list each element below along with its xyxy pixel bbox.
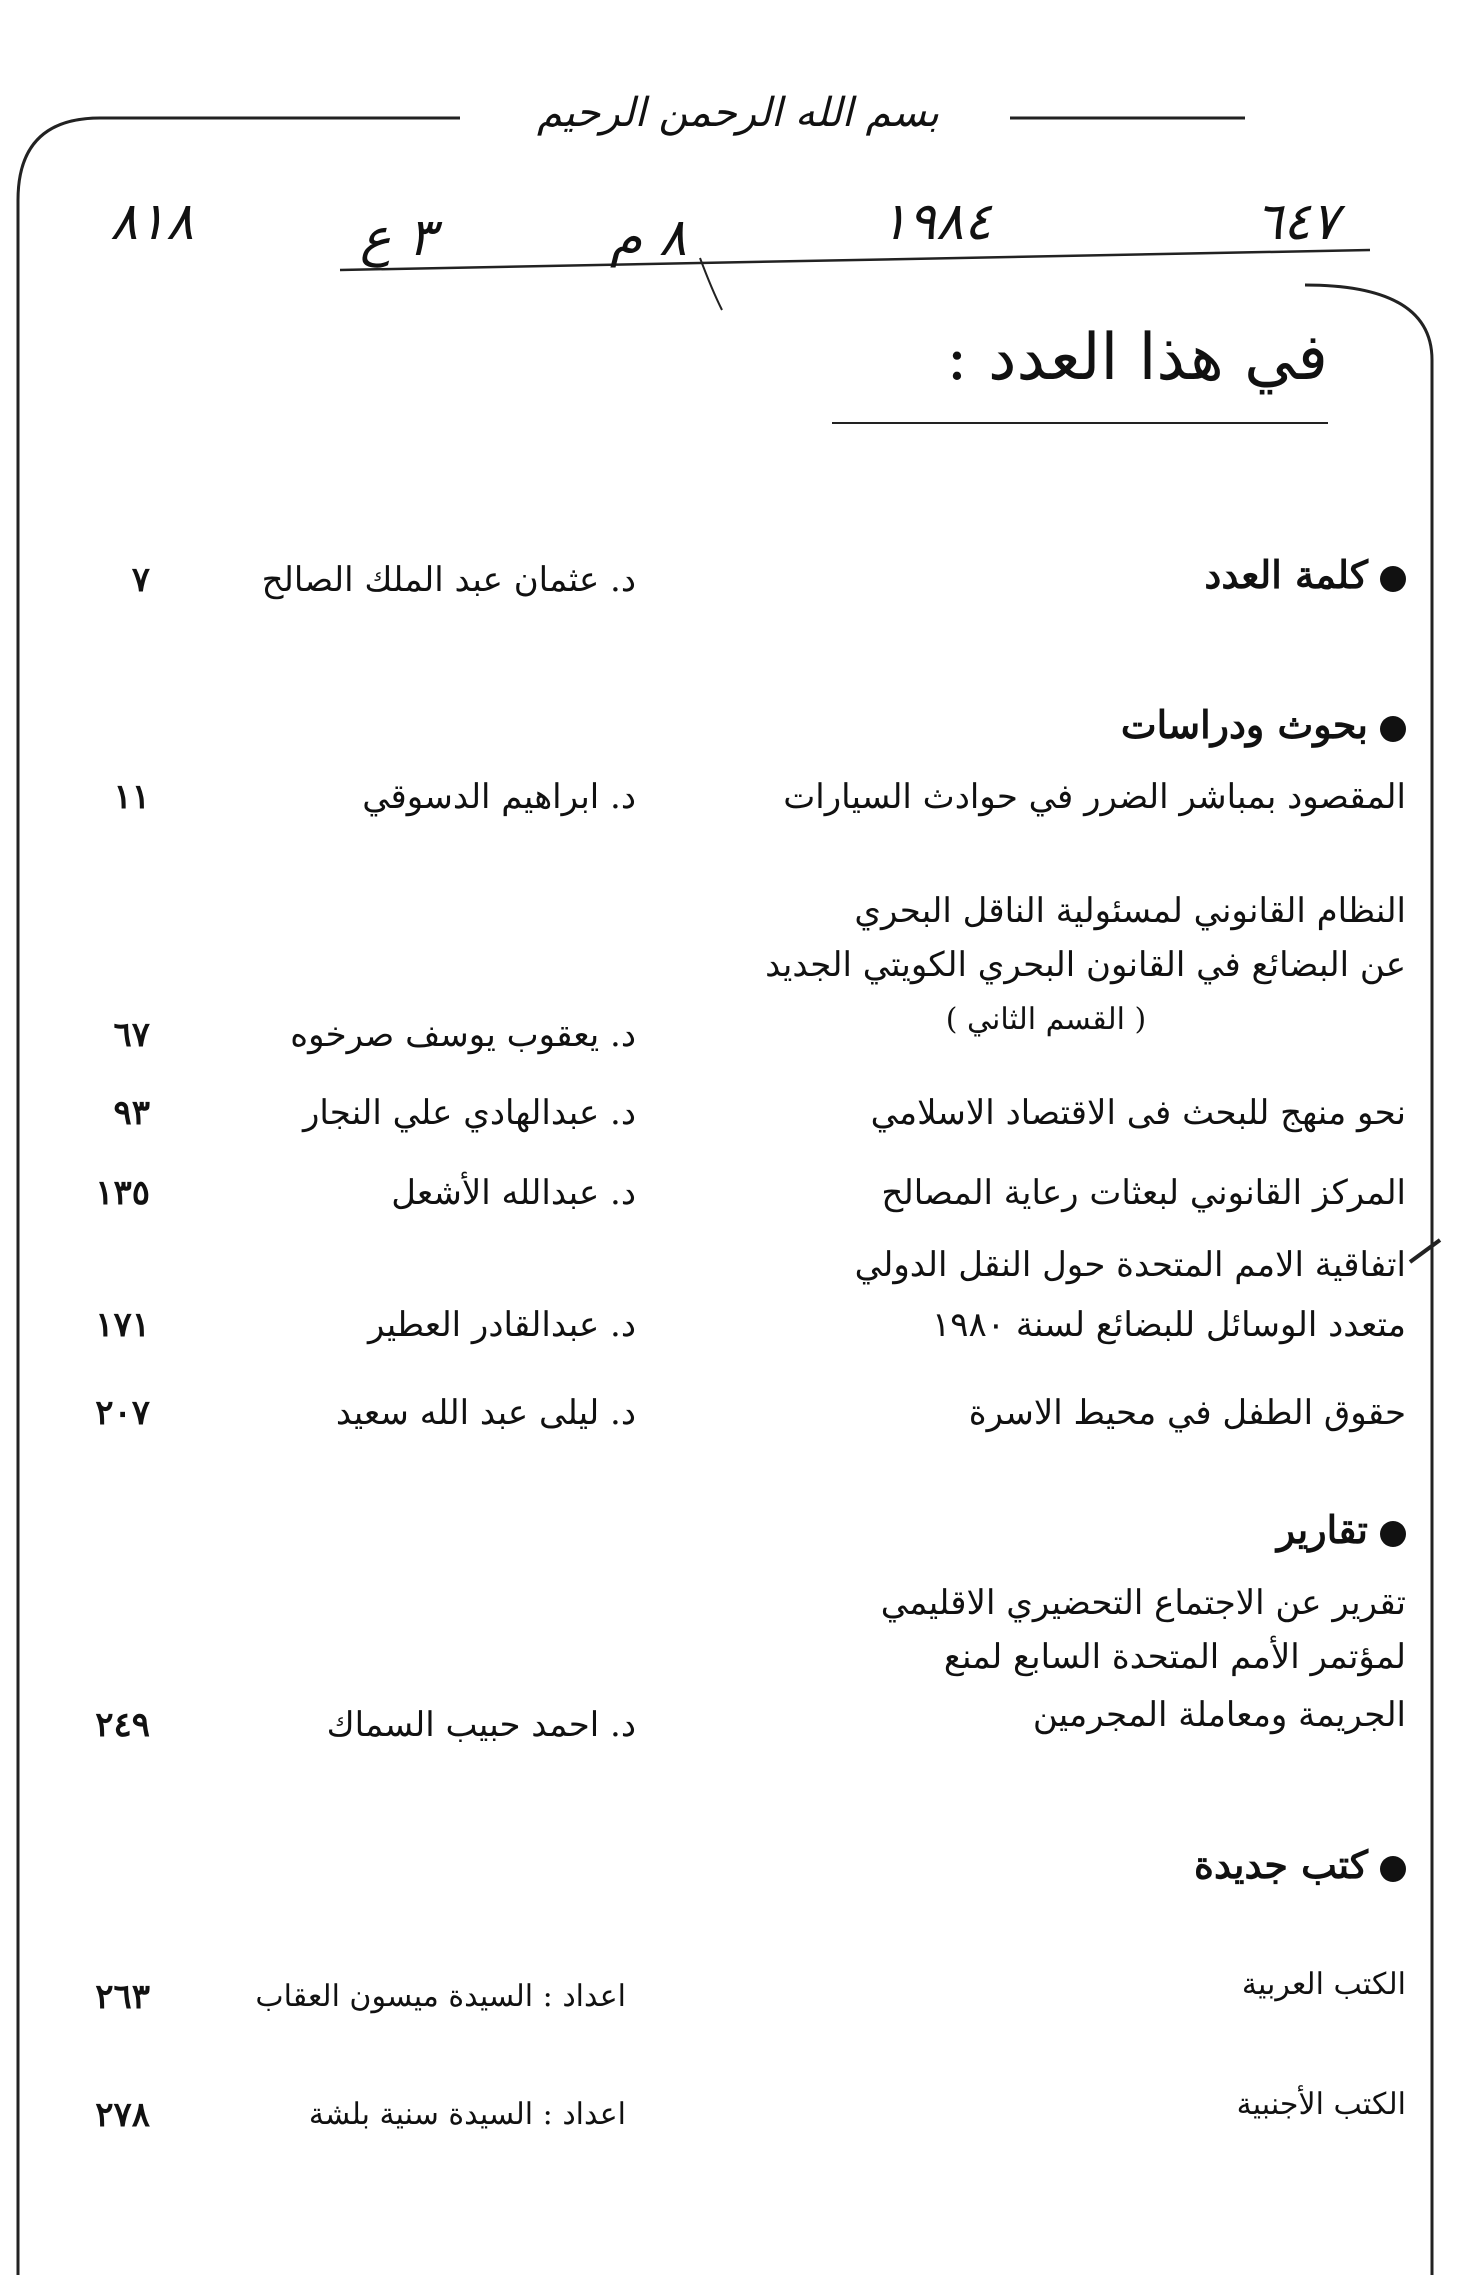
report-title: لمؤتمر الأمم المتحدة السابع لمنع [943, 1637, 1406, 1677]
article-title: متعدد الوسائل للبضائع لسنة ١٩٨٠ [931, 1305, 1406, 1345]
article-page: ٢٠٧ [95, 1393, 150, 1433]
report-title: تقرير عن الاجتماع التحضيري الاقليمي [880, 1583, 1406, 1623]
report-title: الجريمة ومعاملة المجرمين [1032, 1695, 1406, 1735]
heading-text: كتب جديدة [1194, 1842, 1368, 1887]
heading-text: تقارير [1276, 1507, 1368, 1552]
page-number-word: ٧ [131, 560, 150, 600]
heading-text: بحوث ودراسات [1120, 702, 1368, 747]
article-author: د. عبدالقادر العطير [368, 1305, 636, 1345]
article-title: حقوق الطفل في محيط الاسرة [968, 1393, 1406, 1433]
handwritten-code: ٨١٨ [110, 192, 194, 252]
article-title: النظام القانوني لمسئولية الناقل البحري [854, 891, 1406, 931]
article-author: د. يعقوب يوسف صرخوه [290, 1015, 636, 1055]
article-page: ١١ [113, 777, 150, 817]
article-title: ( القسم الثاني ) [945, 1002, 1147, 1037]
handwritten-year: ١٩٨٤ [880, 192, 992, 252]
report-page: ٢٤٩ [95, 1705, 150, 1745]
author-word: د. عثمان عبد الملك الصالح [261, 560, 636, 600]
article-author: د. عبدالهادي علي النجار [302, 1093, 636, 1133]
handwritten-issue: ٣ ع [360, 208, 436, 268]
handwritten-number: ٦٤٧ [1255, 192, 1339, 252]
title-underline [832, 422, 1328, 424]
section-heading-reports [1277, 1505, 1406, 1555]
heading-text: كلمة العدد [1204, 552, 1368, 597]
article-page: ١٣٥ [95, 1173, 150, 1213]
bullet-icon [1380, 1856, 1406, 1882]
book-list-title: الكتب الأجنبية [1236, 2087, 1406, 2122]
bullet-icon [1380, 716, 1406, 742]
article-author: د. عبدالله الأشعل [391, 1173, 636, 1213]
section-heading-research [1121, 700, 1406, 750]
page-title: في هذا العدد : [946, 321, 1328, 395]
article-title: اتفاقية الامم المتحدة حول النقل الدولي [854, 1245, 1406, 1285]
section-heading-word [1204, 550, 1406, 600]
section-heading-books [1194, 1840, 1406, 1890]
book-list-page: ٢٧٨ [95, 2095, 150, 2135]
handwritten-volume: ٨ م [610, 208, 687, 268]
article-author: د. ابراهيم الدسوقي [362, 777, 636, 817]
article-page: ٩٣ [113, 1093, 150, 1133]
book-list-title: الكتب العربية [1241, 1967, 1406, 2002]
article-title: المركز القانوني لبعثات رعاية المصالح [881, 1173, 1406, 1213]
article-title: نحو منهج للبحث فى الاقتصاد الاسلامي [870, 1093, 1406, 1133]
report-author: د. احمد حبيب السماك [326, 1705, 636, 1745]
bismillah-header: بسم الله الرحمن الرحيم [536, 90, 940, 136]
book-list-author: اعداد : السيدة ميسون العقاب [255, 1979, 626, 2014]
book-list-page: ٢٦٣ [95, 1977, 150, 2017]
bullet-icon [1380, 566, 1406, 592]
article-page: ١٧١ [95, 1305, 150, 1345]
book-list-author: اعداد : السيدة سنية بلشة [308, 2097, 626, 2132]
article-author: د. ليلى عبد الله سعيد [335, 1393, 636, 1433]
article-title: المقصود بمباشر الضرر في حوادث السيارات [783, 777, 1406, 817]
bullet-icon [1380, 1521, 1406, 1547]
article-page: ٦٧ [113, 1015, 150, 1055]
article-title: عن البضائع في القانون البحري الكويتي الجديد [765, 945, 1406, 985]
